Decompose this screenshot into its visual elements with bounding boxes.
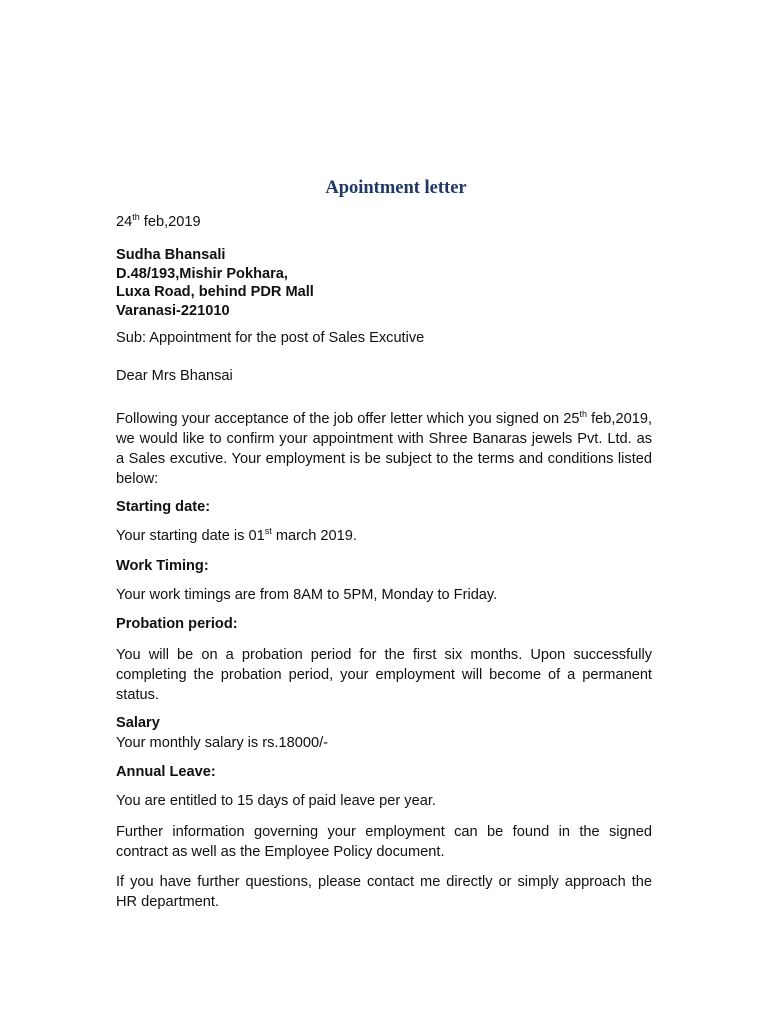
probation-heading: Probation period:: [116, 616, 238, 632]
address-line: Sudha Bhansali: [116, 247, 226, 263]
starting-date-heading: Starting date:: [116, 499, 211, 515]
starting-date-text: Your starting date is 01st march 2019.: [116, 526, 357, 544]
address-line: Varanasi-221010: [116, 302, 230, 319]
salary-text: Your monthly salary is rs.18000/-: [116, 735, 328, 751]
letter-title: Apointment letter: [325, 178, 467, 198]
work-timing-heading: Work Timing:: [116, 558, 209, 574]
questions-paragraph: If you have further questions, please contact me directly or simply approach the HR department.: [116, 874, 652, 910]
annual-leave-heading: Annual Leave:: [116, 764, 216, 780]
further-info-paragraph: Further information governing your employment can be found in the signed contract as well as the Employee Policy document.: [116, 824, 652, 860]
probation-text: You will be on a probation period for the first six months. Upon successfully completing the probation period, your employment will become of a permanent status.: [116, 647, 652, 703]
address-line: Luxa Road, behind PDR Mall: [116, 284, 314, 300]
work-timing-text: Your work timings are from 8AM to 5PM, Monday to Friday.: [116, 587, 498, 603]
salary-heading: Salary: [116, 715, 160, 731]
annual-leave-text: You are entitled to 15 days of paid leave per year.: [116, 793, 436, 809]
address-line: D.48/193,Mishir Pokhara,: [116, 265, 288, 282]
subject-line: Sub: Appointment for the post of Sales Excutive: [116, 330, 425, 346]
recipient-address: [116, 246, 652, 320]
salutation: Dear Mrs Bhansai: [116, 368, 233, 384]
letter-date: 24th feb,2019: [116, 212, 201, 230]
intro-paragraph: Following your acceptance of the job offer letter which you signed on 25th feb,2019, we would like to confirm your appointment with Shree Banaras jewels Pvt. Ltd. as a Sales excutive. Your employment is be subject to the terms and conditions listed below:: [116, 409, 652, 487]
